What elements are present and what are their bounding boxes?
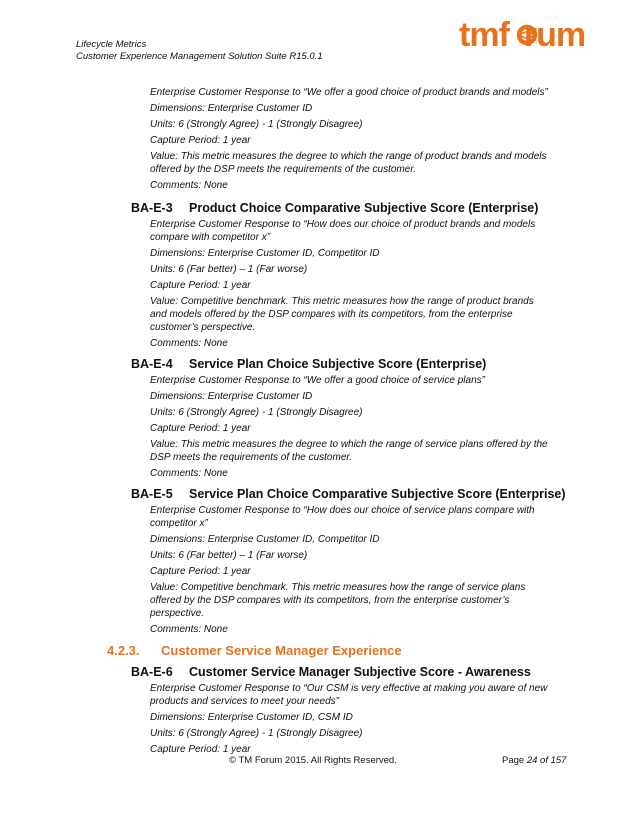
metric-heading — [131, 354, 638, 374]
logo-rum: rum — [523, 16, 586, 54]
page-current: 24 — [526, 755, 538, 766]
paragraph: Enterprise Customer Response to “How does our choice of product brands and models compare with competitor x” — [150, 219, 536, 243]
paragraph: Units: 6 (Strongly Agree) - 1 (Strongly Disagree) — [150, 728, 363, 739]
metric-title: Customer Service Manager Subjective Score - Awareness — [189, 665, 531, 679]
section-number: 4.2.3. — [107, 643, 140, 658]
metric-title: Service Plan Choice Subjective Score (Enterprise) — [189, 357, 487, 371]
paragraph: Value: Competitive benchmark. This metric measures how the range of product brands and models offered by the DSP compares with its competitors, from the enterprise customer’s perspective. — [150, 296, 534, 333]
metric-heading — [131, 662, 638, 682]
logo-f: f — [498, 16, 509, 54]
header-title: Lifecycle Metrics — [76, 39, 147, 50]
page-number — [502, 755, 566, 766]
paragraph: Dimensions: Enterprise Customer ID, Competitor ID — [150, 534, 380, 545]
paragraph: Value: Competitive benchmark. This metric measures how the range of service plans offered by the DSP compares with its competitors, from the enterprise customer’s perspective. — [150, 582, 526, 619]
metric-title: Product Choice Comparative Subjective Score (Enterprise) — [189, 201, 539, 215]
paragraph: Dimensions: Enterprise Customer ID, Competitor ID — [150, 248, 380, 259]
paragraph: Comments: None — [150, 624, 228, 635]
paragraph: Units: 6 (Strongly Agree) - 1 (Strongly Disagree) — [150, 407, 363, 418]
header-subtitle: Customer Experience Management Solution Suite R15.0.1 — [76, 51, 323, 62]
tmforum-logo — [459, 14, 593, 56]
intro-block — [0, 86, 638, 192]
metric-id: BA-E-6 — [131, 665, 173, 679]
paragraph: Enterprise Customer Response to “We offer a good choice of service plans” — [150, 375, 485, 386]
paragraph: Units: 6 (Far better) – 1 (Far worse) — [150, 264, 308, 275]
metric-id: BA-E-3 — [131, 201, 173, 215]
paragraph: Value: This metric measures the degree to which the range of service plans offered by the DSP meets the requirements of the customer. — [150, 439, 548, 463]
svg-text:tmfrum — [459, 16, 585, 54]
metric-id: BA-E-5 — [131, 487, 173, 501]
paragraph: Capture Period: 1 year — [150, 280, 251, 291]
paragraph: Comments: None — [150, 468, 228, 479]
paragraph: Enterprise Customer Response to “Our CSM is very effective at making you aware of new products and services to meet your needs” — [150, 683, 548, 707]
paragraph: Capture Period: 1 year — [150, 135, 251, 146]
running-header — [76, 39, 323, 63]
paragraph: Value: This metric measures the degree to which the range of product brands and models offered by the DSP meets the requirements of the customer. — [150, 151, 547, 175]
page-total: 157 — [550, 755, 567, 766]
paragraph: Enterprise Customer Response to “How does our choice of service plans compare with competitor x” — [150, 505, 535, 529]
metric-id: BA-E-4 — [131, 357, 173, 371]
paragraph: Capture Period: 1 year — [150, 423, 251, 434]
page-body — [0, 86, 638, 756]
paragraph: Dimensions: Enterprise Customer ID — [150, 391, 313, 402]
paragraph: Capture Period: 1 year — [150, 566, 251, 577]
logo-tm: tm — [459, 16, 499, 54]
metric-title: Service Plan Choice Comparative Subjective Score (Enterprise) — [189, 487, 566, 501]
section-heading — [107, 640, 638, 662]
page-of: of — [537, 755, 551, 766]
paragraph: Enterprise Customer Response to “We offer a good choice of product brands and models” — [150, 87, 548, 98]
paragraph: Dimensions: Enterprise Customer ID, CSM ID — [150, 712, 353, 723]
paragraph: Dimensions: Enterprise Customer ID — [150, 103, 313, 114]
metric-heading — [131, 484, 638, 504]
paragraph: Units: 6 (Far better) – 1 (Far worse) — [150, 550, 308, 561]
paragraph: Comments: None — [150, 180, 228, 191]
copyright-notice: © TM Forum 2015. All Rights Reserved. — [229, 755, 397, 766]
page-prefix: Page — [502, 755, 527, 766]
section-title: Customer Service Manager Experience — [161, 643, 402, 658]
paragraph: Units: 6 (Strongly Agree) - 1 (Strongly Disagree) — [150, 119, 363, 130]
paragraph: Comments: None — [150, 338, 228, 349]
metric-heading — [131, 198, 638, 218]
paragraph: Capture Period: 1 year — [150, 744, 251, 755]
